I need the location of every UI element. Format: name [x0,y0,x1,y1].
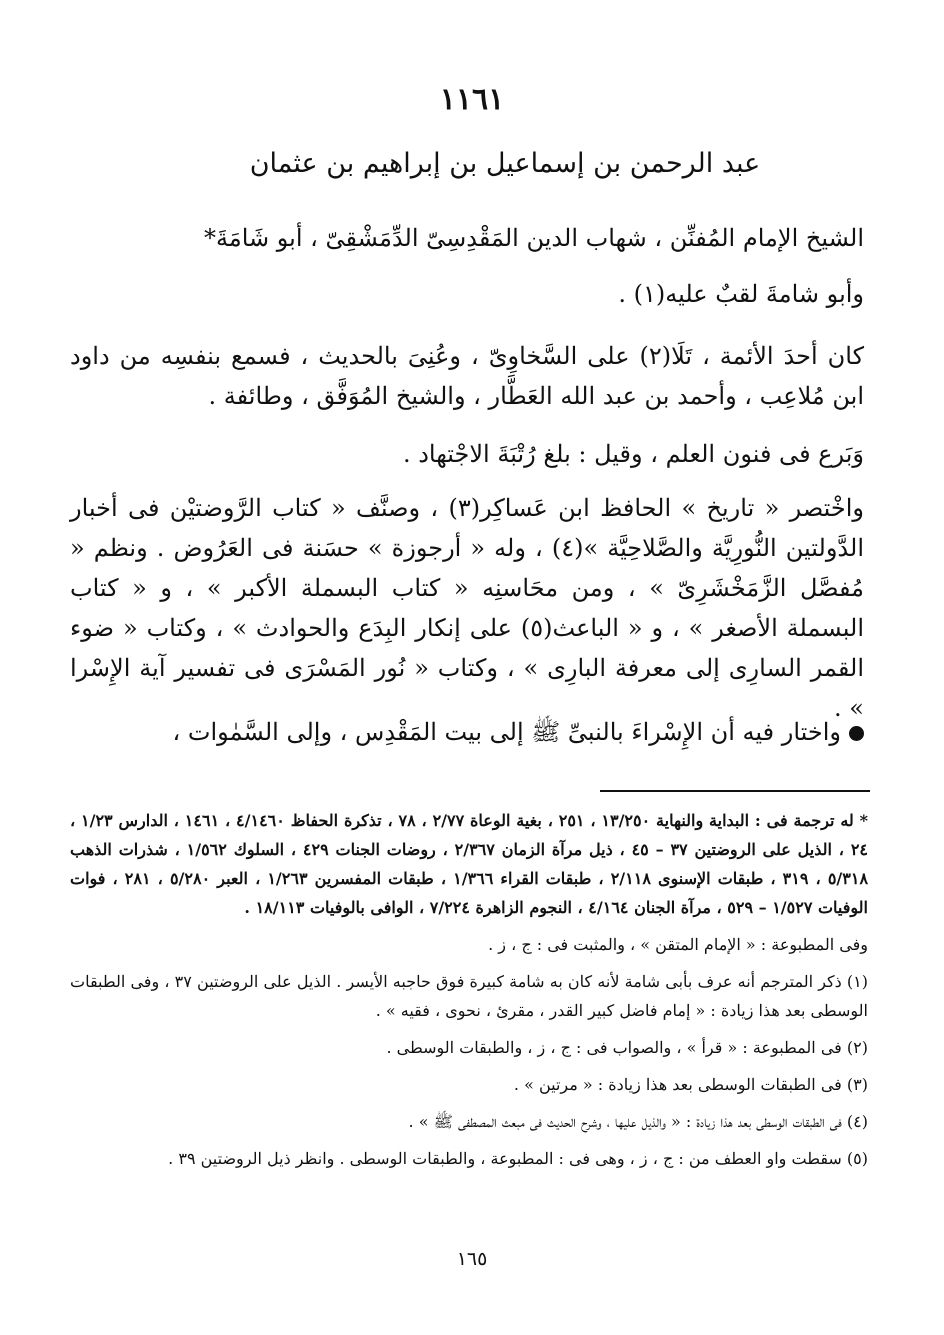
bullet-icon [849,726,864,741]
paragraph-isra [70,712,864,752]
footnote-3: (٣) فى الطبقات الوسطى بعد هذا زيادة : « مرتين » . [513,1075,868,1094]
intro-line-titles: الشيخ الإمام المُفنِّن ، شهاب الدين المَقْدِسِىّ الدِّمَشْقِىّ ، أبو شَامَةَ* [204,224,864,252]
footnote-bibliography: * له ترجمة فى : البداية والنهاية ١٣/٢٥٠ ، ٢٥١ ، بغية الوعاة ٢/٧٧ ، ٧٨ ، تذكرة الحفاظ ٤/١٤٦٠ ، ١٤٦١ ، الدارس ١/٢٣ ، ٢٤ ، الذيل على الروضتين ٣٧ – ٤٥ ، ذيل مرآة الزمان ٢/٣٦٧ ، روضات الجنات ٤٢٩ ، السلوك ١/٥٦٢ ، شذرات الذهب ٥/٣١٨ ، ٣١٩ ، طبقات الإسنوى ٢/١١٨ ، طبقات القراء ١/٣٦٦ ، طبقات المفسرين ١/٢٦٣ ، العبر ٥/٢٨٠ ، ٢٨١ ، فوات الوفيات ١/٥٢٧ – ٥٢٩ ، مرآة الجنان ٤/١٦٤ ، النجوم الزاهرة ٧/٢٢٤ ، الوافى بالوفيات ١٨/١١٣ . [70,811,869,917]
footnote-1: (١) ذكر المترجم أنه عرف بأبى شامة لأنه كان به شامة كبيرة فوق حاجبه الأيسر . الذيل على الروضتين ٣٧ ، وفى الطبقات الوسطى بعد هذا زيادة : « إمام فاضل كبير القدر ، مقرئ ، نحوى ، فقيه » . [70,972,869,1020]
footnote-4: (٤) فى الطبقات الوسطى بعد هذا زيادة : « والذيل عليها ، وشرح الحديث فى مبعث المصطفى ﷺ » . [408,1112,868,1131]
entry-heading: عبد الرحمن بن إسماعيل بن إبراهيم بن عثمان [249,148,761,179]
page-number: ١٦٥ [456,1248,488,1270]
paragraph-mastery: وَبَرع فى فنون العلم ، وقيل : بلغ رُتْبَةَ الاجْتهاد . [402,440,864,468]
paragraph-works: واخْتصر « تاريخ » الحافظ ابن عَساكِر(٣) ، وصنَّف « كتاب الرَّوضتيْن فى أخبار الدَّولتين النُّورِيَّة والصَّلاحِيَّة »(٤) ، وله « أرجوزة » حسَنة فى العَرُوض . ونظم « مُفصَّل الزَّمَخْشَرِىّ » ، ومن محَاسنِه « كتاب البسملة الأكبر » ، و « كتاب البسملة الأصغر » ، و « الباعث(٥) على إنكار البِدَع والحوادث » ، وكتاب « ضوء القمر السارِى إلى معرفة البارِى » ، وكتاب « نُور المَسْرَى فى تفسير آية الإِسْرا » . [70,494,865,722]
footnote-divider [600,790,870,792]
footnote-5: (٥) سقطت واو العطف من : ج ، ز ، وهى فى : المطبوعة ، والطبقات الوسطى . وانظر ذيل الروضتين ٣٩ . [168,1149,868,1168]
paragraph-teachers: كان أحدَ الأئمة ، تَلَا(٢) على السَّخاوِىّ ، وعُنِىَ بالحديث ، فسمع بنفسِه من داود ابن مُلاعِب ، وأحمد بن عبد الله العَطَّار ، والشيخ المُوَفَّق ، وطائفة . [70,342,864,410]
footnote-print-note: وفى المطبوعة : « الإمام المتقن » ، والمثبت فى : ج ، ز . [488,935,868,954]
intro-line-nickname: وأبو شامةَ لقبٌ عليه(١) . [618,280,864,308]
footnotes-section [70,806,868,1181]
paragraph-isra-text: واختار فيه أن الإِسْراءَ بالنبىِّ ﷺ إلى بيت المَقْدِس ، وإلى السَّمٰوات ، [172,718,841,746]
footnote-2: (٢) فى المطبوعة : « قرأ » ، والصواب فى : ج ، ز ، والطبقات الوسطى . [386,1038,868,1057]
entry-number: ١١٦١ [439,82,505,117]
